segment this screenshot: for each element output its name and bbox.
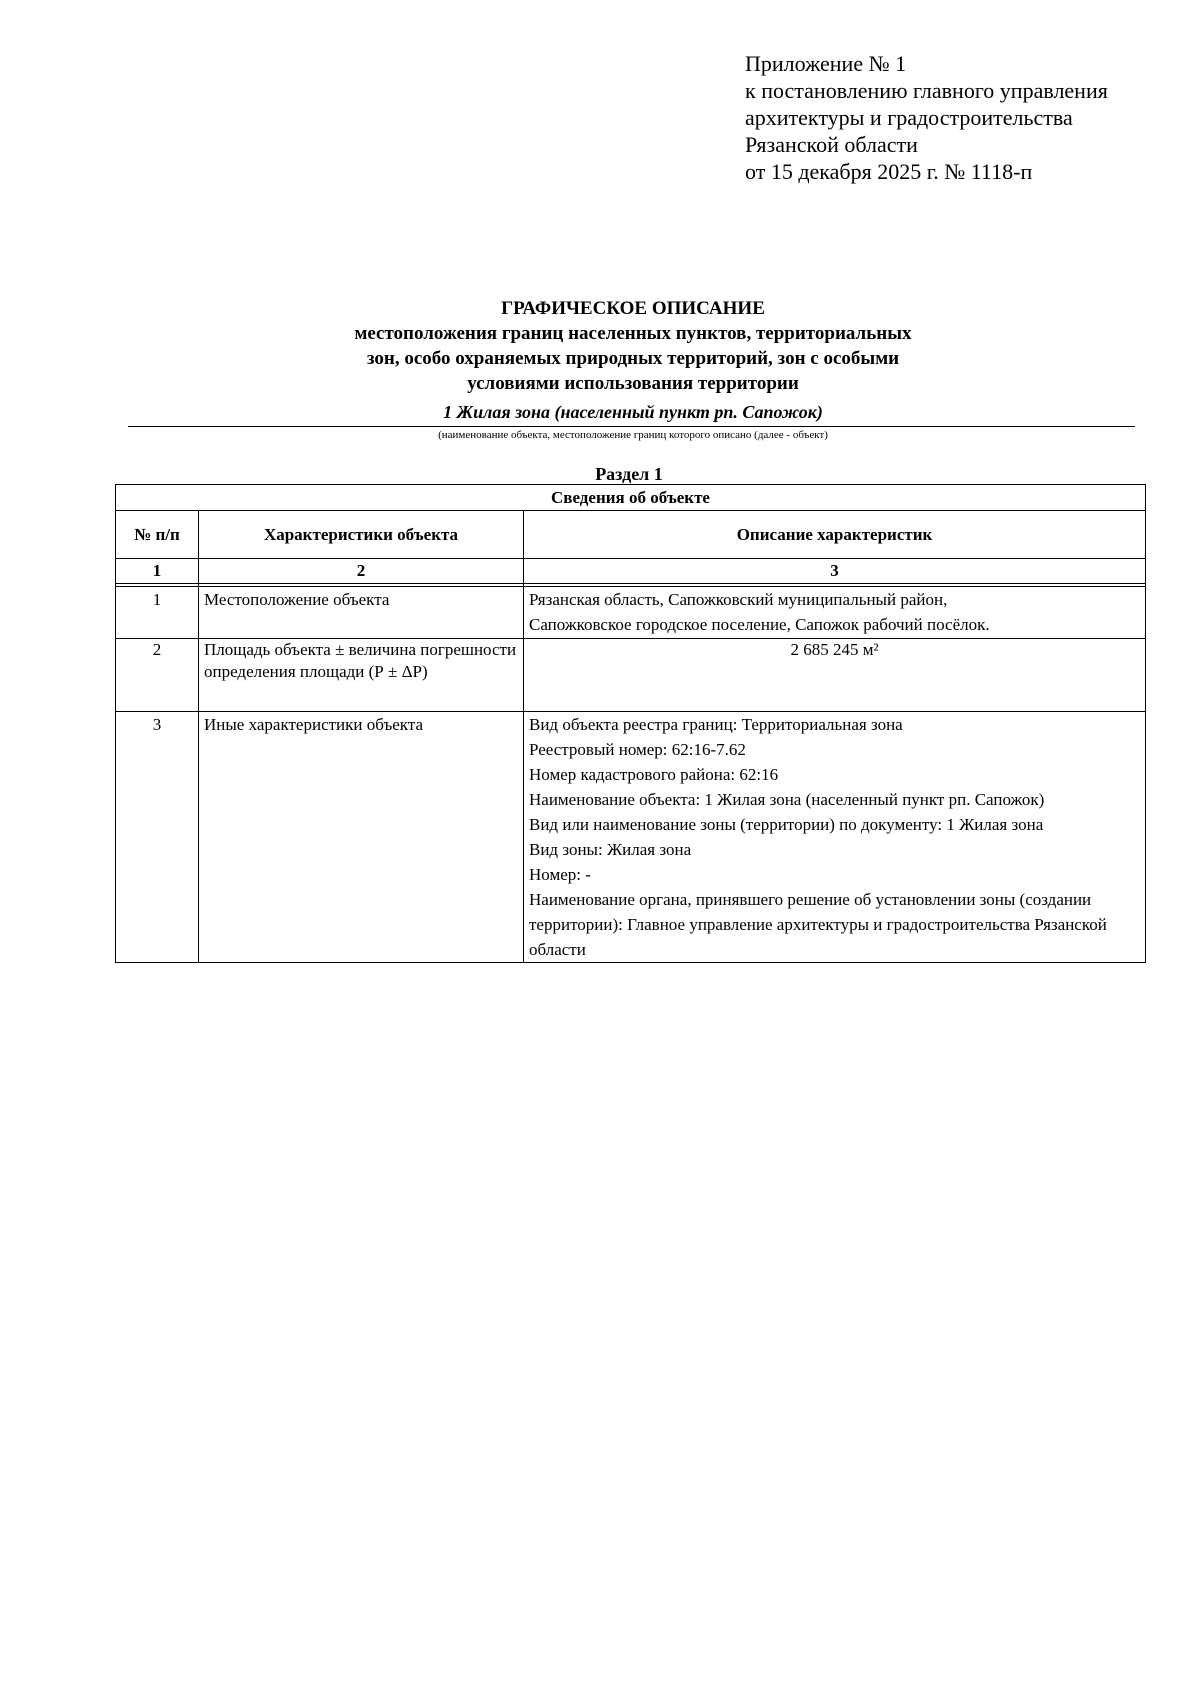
header-description: Описание характеристик <box>524 511 1146 559</box>
description-line: Наименование объекта: 1 Жилая зона (населенный пункт рп. Сапожок) <box>529 790 1045 809</box>
appendix-date-line: от 15 декабря 2025 г. № 1118-п <box>745 159 1033 184</box>
row-description <box>524 587 1146 639</box>
document-title <box>128 296 1138 396</box>
table-row <box>116 587 1146 639</box>
object-name: 1 Жилая зона (населенный пункт рп. Сапожок) <box>443 402 823 422</box>
row-area-value: 2 685 245 м² <box>524 639 1146 712</box>
column-number: 2 <box>199 559 524 584</box>
title-line: ГРАФИЧЕСКОЕ ОПИСАНИЕ <box>501 298 765 319</box>
description-line: Вид зоны: Жилая зона <box>529 840 692 859</box>
description-line: Сапожковское городское поселение, Сапожок рабочий посёлок. <box>529 615 990 634</box>
description-line: Реестровый номер: 62:16-7.62 <box>529 740 746 759</box>
appendix-block <box>745 50 1108 185</box>
description-line: Рязанская область, Сапожковский муниципальный район, <box>529 590 948 609</box>
table-caption: Сведения об объекте <box>116 485 1146 511</box>
description-line: Вид объекта реестра границ: Территориальная зона <box>529 715 903 734</box>
row-characteristic: Площадь объекта ± величина погрешности определения площади (Р ± ΔР) <box>199 639 524 712</box>
appendix-line: к постановлению главного управления <box>745 78 1108 103</box>
row-num: 3 <box>116 712 199 963</box>
title-line: местоположения границ населенных пунктов, территориальных <box>354 323 912 344</box>
appendix-line: Приложение № 1 <box>745 51 907 76</box>
object-info-table <box>115 484 1146 963</box>
section-title: Раздел 1 <box>595 464 663 484</box>
column-number: 1 <box>116 559 199 584</box>
description-line: Номер кадастрового района: 62:16 <box>529 765 779 784</box>
row-characteristic: Иные характеристики объекта <box>199 712 524 963</box>
appendix-line: Рязанской области <box>745 132 918 157</box>
row-description <box>524 712 1146 963</box>
column-number: 3 <box>524 559 1146 584</box>
description-line: Номер: - <box>529 865 591 884</box>
object-name-underline <box>128 426 1135 427</box>
title-line: условиями использования территории <box>467 373 799 394</box>
object-name-caption: (наименование объекта, местоположение границ которого описано (далее - объект) <box>438 429 828 441</box>
row-characteristic: Местоположение объекта <box>199 587 524 639</box>
header-num: № п/п <box>116 511 199 559</box>
row-num: 1 <box>116 587 199 639</box>
table-row <box>116 639 1146 712</box>
description-line: Вид или наименование зоны (территории) по документу: 1 Жилая зона <box>529 815 1044 834</box>
header-characteristic: Характеристики объекта <box>199 511 524 559</box>
title-line: зон, особо охраняемых природных территорий, зон с особыми <box>366 348 900 369</box>
appendix-line: архитектуры и градостроительства <box>745 105 1073 130</box>
description-line: Наименование органа, принявшего решение об установлении зоны (создании территории): Главное управление архитектуры и градостроительства Рязанской области <box>529 890 1107 959</box>
row-num: 2 <box>116 639 199 712</box>
table-row <box>116 712 1146 963</box>
